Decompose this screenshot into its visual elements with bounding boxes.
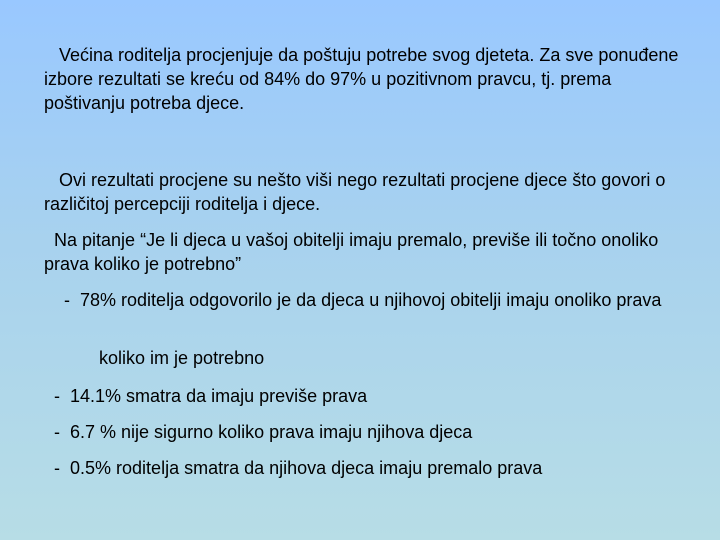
result-item-enough-continuation: koliko im je potrebno <box>44 348 265 368</box>
paragraph-comparison: Ovi rezultati procjene su nešto viši nego rezultati procjene djece što govori o različitoj percepciji roditelja i djece. <box>44 170 671 214</box>
result-item-too-few: - 0.5% roditelja smatra da njihova djeca imaju premalo prava <box>44 458 543 478</box>
result-item-enough: - 78% roditelja odgovorilo je da djeca u njihovoj obitelji imaju onoliko prava <box>44 290 662 310</box>
paragraph-question: Na pitanje “Je li djeca u vašoj obitelji imaju premalo, previše ili točno onoliko prava koliko je potrebno” <box>44 230 664 274</box>
paragraph-intro: Većina roditelja procjenjuje da poštuju potrebe svog djeteta. Za sve ponuđene izbore rezultati se kreću od 84% do 97% u pozitivnom pravcu, tj. prema poštivanju potreba djece. <box>44 45 684 113</box>
result-item-unsure: - 6.7 % nije sigurno koliko prava imaju njihova djeca <box>44 422 473 442</box>
result-item-too-many: - 14.1% smatra da imaju previše prava <box>44 386 368 406</box>
